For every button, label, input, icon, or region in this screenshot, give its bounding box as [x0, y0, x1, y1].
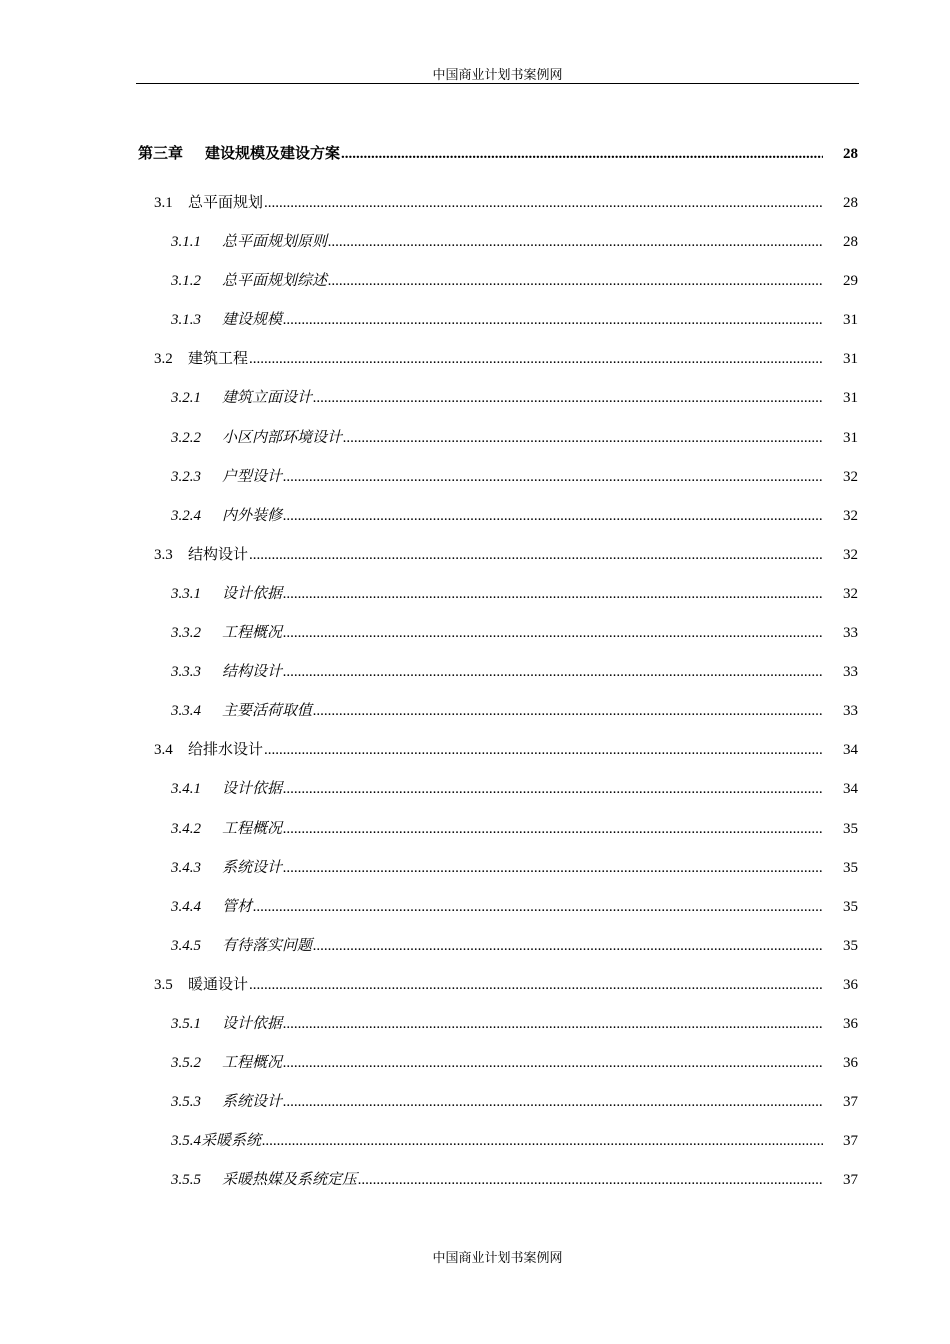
- toc-entry-title: 户型设计: [222, 469, 283, 485]
- toc-entry-title: 建设规模及建设方案: [205, 146, 341, 162]
- toc-entry-title: 建筑立面设计: [222, 390, 313, 406]
- toc-entry-number: 3.5: [154, 977, 173, 993]
- toc-dot-leader: [283, 309, 823, 331]
- toc-entry-3-2-4[interactable]: [171, 505, 823, 527]
- toc-entry-3-3-3[interactable]: [171, 661, 823, 683]
- toc-entry-title: 建筑工程: [188, 351, 249, 367]
- toc-entry-number: 3.2.2: [171, 430, 201, 446]
- toc-entry-number: 3.4.2: [171, 821, 201, 837]
- toc-page-number: 37: [843, 1133, 858, 1149]
- toc-entry-number: 3.5.1: [171, 1016, 201, 1032]
- toc-dot-leader: [283, 466, 823, 488]
- toc-page-number: 32: [843, 547, 858, 563]
- toc-entry-3-4-1[interactable]: [171, 778, 823, 800]
- toc-entry-title: 内外装修: [222, 508, 283, 524]
- toc-page-number: 29: [843, 273, 858, 289]
- toc-entry-number: 3.3: [154, 547, 173, 563]
- toc-dot-leader: [249, 544, 823, 566]
- toc-dot-leader: [283, 1052, 823, 1074]
- toc-dot-leader: [253, 896, 823, 918]
- toc-entry-title: 小区内部环境设计: [222, 430, 343, 446]
- toc-entry-number: 3.1.2: [171, 273, 201, 289]
- toc-page-number: 33: [843, 664, 858, 680]
- toc-dot-leader: [283, 583, 823, 605]
- toc-entry-title: 采暖热媒及系统定压: [222, 1172, 358, 1188]
- toc-entry-title: 总平面规划原则: [222, 234, 328, 250]
- toc-page-number: 28: [843, 146, 858, 162]
- toc-dot-leader: [283, 857, 823, 879]
- toc-page-number: 33: [843, 703, 858, 719]
- toc-dot-leader: [328, 270, 823, 292]
- toc-page-number: 35: [843, 860, 858, 876]
- toc-entry-number: 3.5.5: [171, 1172, 201, 1188]
- toc-entry-number: 3.5.4: [171, 1133, 201, 1149]
- toc-dot-leader: [283, 818, 823, 840]
- toc-entry-number: 3.3.4: [171, 703, 201, 719]
- toc-entry-chapter-3[interactable]: [138, 143, 823, 165]
- toc-entry-3-1-3[interactable]: [171, 309, 823, 331]
- toc-entry-title: 建设规模: [222, 312, 283, 328]
- toc-entry-title: 管材: [222, 899, 253, 915]
- toc-dot-leader: [283, 1013, 823, 1035]
- toc-entry-3-4-4[interactable]: [171, 896, 823, 918]
- toc-entry-number: 3.4.4: [171, 899, 201, 915]
- toc-dot-leader: [283, 661, 823, 683]
- toc-entry-3-2-2[interactable]: [171, 427, 823, 449]
- toc-dot-leader: [313, 387, 823, 409]
- toc-entry-3-5-1[interactable]: [171, 1013, 823, 1035]
- toc-dot-leader: [283, 622, 823, 644]
- toc-dot-leader: [262, 1130, 823, 1152]
- toc-entry-3-4-2[interactable]: [171, 818, 823, 840]
- toc-entry-number: 3.3.2: [171, 625, 201, 641]
- toc-entry-3-5[interactable]: [154, 974, 823, 996]
- toc-entry-title: 设计依据: [222, 586, 283, 602]
- toc-entry-number: 第三章: [138, 146, 184, 162]
- toc-entry-title: 系统设计: [222, 1094, 283, 1110]
- toc-entry-title: 工程概况: [222, 821, 283, 837]
- toc-entry-number: 3.2.1: [171, 390, 201, 406]
- toc-entry-title: 工程概况: [222, 625, 283, 641]
- toc-page-number: 34: [843, 781, 858, 797]
- toc-entry-number: 3.2.3: [171, 469, 201, 485]
- toc-page-number: 36: [843, 1016, 858, 1032]
- toc-entry-3-5-4[interactable]: [171, 1130, 823, 1152]
- toc-entry-3-2-1[interactable]: [171, 387, 823, 409]
- toc-entry-number: 3.2.4: [171, 508, 201, 524]
- toc-entry-3-4[interactable]: [154, 739, 823, 761]
- toc-page-number: 33: [843, 625, 858, 641]
- toc-dot-leader: [313, 935, 823, 957]
- toc-dot-leader: [264, 192, 823, 214]
- toc-page-number: 37: [843, 1172, 858, 1188]
- toc-dot-leader: [358, 1169, 823, 1191]
- toc-dot-leader: [283, 1091, 823, 1113]
- toc-page-number: 32: [843, 508, 858, 524]
- toc-entry-3-2[interactable]: [154, 348, 823, 370]
- toc-entry-title: 总平面规划: [188, 195, 264, 211]
- toc-entry-3-1-2[interactable]: [171, 270, 823, 292]
- toc-entry-3-5-3[interactable]: [171, 1091, 823, 1113]
- toc-entry-number: 3.1.1: [171, 234, 201, 250]
- toc-entry-title: 结构设计: [188, 547, 249, 563]
- toc-dot-leader: [341, 143, 823, 165]
- toc-page-number: 31: [843, 312, 858, 328]
- toc-entry-3-4-3[interactable]: [171, 857, 823, 879]
- toc-entry-number: 3.2: [154, 351, 173, 367]
- toc-page-number: 31: [843, 390, 858, 406]
- toc-entry-number: 3.4.5: [171, 938, 201, 954]
- toc-dot-leader: [313, 700, 823, 722]
- toc-entry-title: 结构设计: [222, 664, 283, 680]
- toc-page-number: 35: [843, 938, 858, 954]
- toc-entry-number: 3.1.3: [171, 312, 201, 328]
- toc-entry-title: 采暖系统: [201, 1133, 262, 1149]
- toc-entry-3-5-2[interactable]: [171, 1052, 823, 1074]
- page-header: 中国商业计划书案例网: [136, 66, 859, 84]
- toc-page-number: 32: [843, 586, 858, 602]
- toc-page-number: 35: [843, 899, 858, 915]
- toc-page-number: 35: [843, 821, 858, 837]
- toc-page-number: 34: [843, 742, 858, 758]
- toc-entry-title: 设计依据: [222, 781, 283, 797]
- toc-entry-number: 3.4.3: [171, 860, 201, 876]
- toc-entry-title: 有待落实问题: [222, 938, 313, 954]
- toc-entry-3-2-3[interactable]: [171, 466, 823, 488]
- toc-dot-leader: [264, 739, 823, 761]
- toc-entry-number: 3.4.1: [171, 781, 201, 797]
- toc-dot-leader: [249, 348, 823, 370]
- toc-entry-3-4-5[interactable]: [171, 935, 823, 957]
- toc-entry-title: 暖通设计: [188, 977, 249, 993]
- toc-page-number: 36: [843, 977, 858, 993]
- toc-entry-title: 工程概况: [222, 1055, 283, 1071]
- toc-entry-3-5-5[interactable]: [171, 1169, 823, 1191]
- toc-page-number: 28: [843, 234, 858, 250]
- toc-page-number: 31: [843, 351, 858, 367]
- toc-dot-leader: [343, 427, 823, 449]
- toc-entry-3-3-1[interactable]: [171, 583, 823, 605]
- page-footer: 中国商业计划书案例网: [432, 1250, 563, 1265]
- toc-entry-number: 3.3.3: [171, 664, 201, 680]
- toc-entry-number: 3.5.2: [171, 1055, 201, 1071]
- toc-dot-leader: [328, 231, 823, 253]
- toc-entry-title: 设计依据: [222, 1016, 283, 1032]
- toc-entry-number: 3.4: [154, 742, 173, 758]
- toc-page-number: 37: [843, 1094, 858, 1110]
- toc-entry-3-1-1[interactable]: [171, 231, 823, 253]
- toc-dot-leader: [283, 505, 823, 527]
- toc-entry-3-1[interactable]: [154, 192, 823, 214]
- toc-entry-3-3-4[interactable]: [171, 700, 823, 722]
- toc-page-number: 32: [843, 469, 858, 485]
- toc-page-number: 31: [843, 430, 858, 446]
- toc-entry-title: 系统设计: [222, 860, 283, 876]
- toc-entry-3-3[interactable]: [154, 544, 823, 566]
- toc-dot-leader: [249, 974, 823, 996]
- toc-dot-leader: [283, 778, 823, 800]
- toc-entry-title: 主要活荷取值: [222, 703, 313, 719]
- toc-entry-3-3-2[interactable]: [171, 622, 823, 644]
- toc-page-number: 28: [843, 195, 858, 211]
- toc-entry-number: 3.3.1: [171, 586, 201, 602]
- toc-entry-number: 3.5.3: [171, 1094, 201, 1110]
- toc-entry-title: 给排水设计: [188, 742, 264, 758]
- toc-entry-title: 总平面规划综述: [222, 273, 328, 289]
- toc-entry-number: 3.1: [154, 195, 173, 211]
- toc-page-number: 36: [843, 1055, 858, 1071]
